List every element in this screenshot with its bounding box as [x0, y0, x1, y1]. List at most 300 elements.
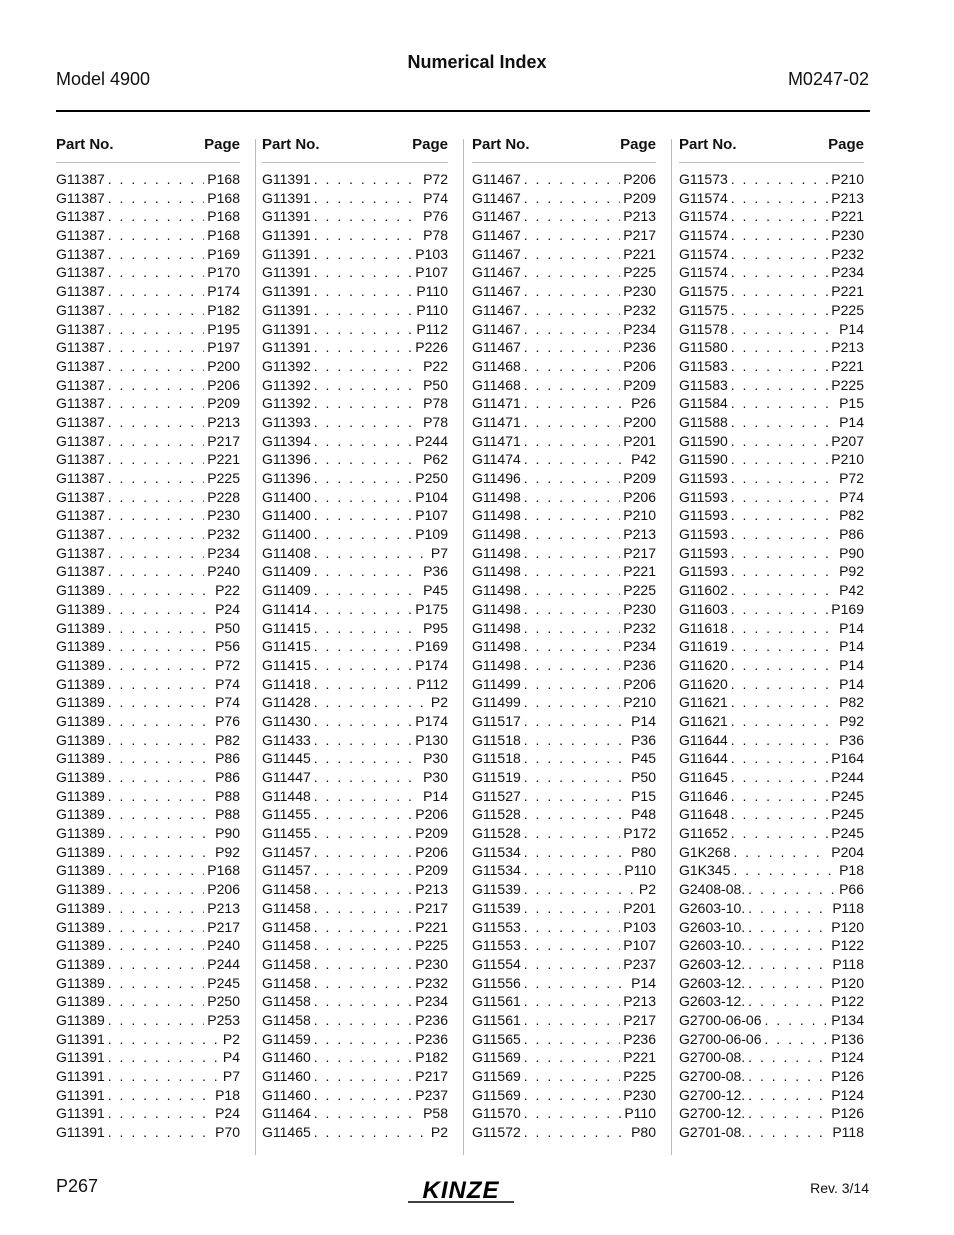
page-reference: P232 — [831, 245, 864, 262]
page-reference: P14 — [839, 413, 864, 430]
part-number: G11593 — [679, 470, 728, 486]
part-number: G11387 — [56, 451, 105, 468]
page-reference: P221 — [831, 283, 864, 300]
part-number: G11574 — [679, 264, 728, 281]
index-row — [472, 451, 656, 470]
page-reference: P200 — [623, 413, 656, 430]
index-row — [56, 676, 240, 695]
dot-leader — [731, 171, 829, 187]
index-row — [56, 264, 240, 283]
part-number: G11619 — [679, 638, 728, 655]
page-reference: P30 — [423, 750, 448, 767]
dot-leader — [524, 1068, 621, 1084]
part-number: G11554 — [472, 955, 521, 972]
part-number: G11394 — [262, 432, 311, 449]
index-row — [472, 1049, 656, 1068]
index-row — [262, 993, 448, 1012]
dot-leader — [524, 489, 621, 505]
dot-leader — [314, 825, 413, 841]
dot-leader — [731, 713, 836, 729]
dot-leader — [108, 414, 205, 430]
part-number: G11396 — [262, 451, 311, 468]
dot-leader — [108, 190, 205, 206]
index-row — [472, 825, 656, 844]
page-reference: P2 — [430, 694, 448, 711]
column-divider — [671, 139, 672, 1155]
part-no-header: Part No. — [262, 136, 320, 153]
part-number: G11387 — [56, 376, 105, 393]
page-reference: P232 — [623, 619, 656, 636]
index-row — [472, 507, 656, 526]
index-row — [56, 601, 240, 620]
part-number: G11527 — [472, 787, 521, 804]
part-number: G11389 — [56, 638, 105, 655]
dot-leader — [524, 208, 621, 224]
page-reference: P7 — [222, 1068, 240, 1084]
revision-label: Rev. 3/14 — [810, 1180, 869, 1196]
index-row — [679, 956, 864, 975]
index-row — [56, 395, 240, 414]
part-number: G11455 — [262, 806, 311, 823]
page-reference: P168 — [207, 208, 240, 225]
page-reference: P124 — [831, 1086, 864, 1103]
index-row — [472, 750, 656, 769]
part-number: G11389 — [56, 843, 105, 860]
page-reference: P236 — [623, 656, 656, 673]
part-number: G11391 — [262, 339, 311, 356]
dot-leader — [108, 881, 205, 897]
index-row — [262, 956, 448, 975]
part-number: G11467 — [472, 301, 521, 318]
index-row — [56, 1087, 240, 1106]
part-number: G11389 — [56, 656, 105, 673]
part-number: G11471 — [472, 413, 521, 430]
page-reference: P221 — [623, 245, 656, 262]
page-reference: P232 — [207, 526, 240, 543]
page-reference: P245 — [207, 974, 240, 991]
part-number: G11460 — [262, 1068, 311, 1084]
index-row — [262, 844, 448, 863]
page-reference: P45 — [631, 750, 656, 767]
dot-leader — [731, 750, 829, 766]
index-row — [679, 563, 864, 582]
part-number: G11389 — [56, 750, 105, 767]
page-reference: P72 — [423, 171, 448, 187]
dot-leader — [314, 638, 413, 654]
dot-leader — [748, 919, 828, 935]
page-reference: P213 — [207, 413, 240, 430]
dot-leader — [314, 321, 414, 337]
part-number: G11588 — [679, 413, 728, 430]
page-reference: P217 — [623, 1011, 656, 1028]
part-number: G11389 — [56, 787, 105, 804]
page-reference: P234 — [623, 638, 656, 655]
part-number: G11498 — [472, 638, 521, 655]
dot-leader — [731, 732, 836, 748]
part-number: G11644 — [679, 750, 728, 767]
index-row — [679, 975, 864, 994]
index-row — [56, 788, 240, 807]
index-row — [679, 713, 864, 732]
page-reference: P90 — [839, 544, 864, 561]
index-row — [56, 489, 240, 508]
dot-leader — [314, 788, 420, 804]
page-reference: P225 — [623, 1068, 656, 1084]
dot-leader — [524, 246, 621, 262]
part-number: G1K268 — [679, 843, 731, 860]
index-row — [679, 470, 864, 489]
dot-leader — [314, 526, 413, 542]
dot-leader — [765, 1031, 829, 1047]
part-number: G11458 — [262, 881, 311, 898]
page-reference: P207 — [831, 432, 864, 449]
part-number: G11467 — [472, 320, 521, 337]
page-reference: P122 — [831, 937, 864, 954]
page-reference: P230 — [207, 507, 240, 524]
index-row — [56, 470, 240, 489]
part-number: G11447 — [262, 769, 311, 785]
dot-leader — [314, 657, 413, 673]
page-reference: P210 — [831, 171, 864, 187]
part-number: G11471 — [472, 432, 521, 449]
index-row — [262, 769, 448, 788]
page-reference: P88 — [215, 787, 240, 804]
dot-leader — [731, 470, 836, 486]
index-row — [262, 1049, 448, 1068]
dot-leader — [108, 694, 212, 710]
index-row — [472, 358, 656, 377]
index-row — [262, 1105, 448, 1124]
part-number: G11498 — [472, 488, 521, 505]
index-row — [56, 1105, 240, 1124]
page-reference: P15 — [631, 787, 656, 804]
page-reference: P4 — [222, 1049, 240, 1066]
index-row — [262, 1087, 448, 1106]
index-row — [472, 414, 656, 433]
index-row — [679, 526, 864, 545]
part-number: G11391 — [56, 1086, 105, 1103]
dot-leader — [524, 956, 621, 972]
part-number: G11387 — [56, 283, 105, 300]
dot-leader — [524, 713, 628, 729]
index-row — [56, 302, 240, 321]
page-reference: P82 — [839, 507, 864, 524]
dot-leader — [731, 806, 829, 822]
index-row — [262, 208, 448, 227]
dot-leader — [108, 620, 212, 636]
part-number: G11458 — [262, 918, 311, 935]
page-reference: P107 — [623, 937, 656, 954]
page-reference: P221 — [415, 918, 448, 935]
part-number: G11498 — [472, 563, 521, 580]
dot-leader — [108, 601, 212, 617]
page-reference: P174 — [415, 656, 448, 673]
index-row — [472, 601, 656, 620]
index-column-2 — [262, 136, 448, 1156]
dot-leader — [108, 489, 205, 505]
dot-leader — [748, 1124, 829, 1140]
page-reference: P42 — [631, 451, 656, 468]
part-number: G11593 — [679, 544, 728, 561]
part-number: G11391 — [56, 1030, 105, 1047]
index-row — [56, 769, 240, 788]
dot-leader — [524, 1087, 621, 1103]
page-reference: P209 — [207, 395, 240, 412]
part-number: G11445 — [262, 750, 311, 767]
part-number: G11618 — [679, 619, 728, 636]
page-reference: P175 — [415, 600, 448, 617]
index-row — [56, 339, 240, 358]
page-reference: P92 — [839, 712, 864, 729]
part-number: G11391 — [262, 227, 311, 244]
part-number: G11389 — [56, 806, 105, 823]
page-reference: P234 — [207, 544, 240, 561]
part-number: G11457 — [262, 862, 311, 879]
part-number: G11574 — [679, 189, 728, 206]
part-number: G11391 — [56, 1068, 105, 1084]
page-reference: P14 — [839, 656, 864, 673]
page-reference: P217 — [207, 432, 240, 449]
page-reference: P112 — [416, 675, 448, 692]
index-row — [262, 788, 448, 807]
index-row — [679, 171, 864, 190]
page-reference: P221 — [207, 451, 240, 468]
index-row — [262, 227, 448, 246]
part-number: G11574 — [679, 245, 728, 262]
part-number: G11387 — [56, 301, 105, 318]
dot-leader — [314, 489, 413, 505]
index-row — [472, 489, 656, 508]
part-number: G11517 — [472, 712, 521, 729]
dot-leader — [524, 377, 621, 393]
index-row — [56, 900, 240, 919]
index-row — [262, 732, 448, 751]
index-row — [472, 638, 656, 657]
index-row — [262, 321, 448, 340]
part-number: G11415 — [262, 656, 311, 673]
page-reference: P225 — [623, 582, 656, 599]
index-row — [472, 227, 656, 246]
part-number: G11580 — [679, 339, 728, 356]
part-number: G11578 — [679, 320, 728, 337]
dot-leader — [524, 414, 621, 430]
index-row — [262, 302, 448, 321]
dot-leader — [765, 1012, 829, 1028]
dot-leader — [314, 414, 420, 430]
dot-leader — [108, 900, 205, 916]
page-reference: P213 — [623, 526, 656, 543]
index-row — [679, 620, 864, 639]
part-number: G11574 — [679, 208, 728, 225]
dot-leader — [314, 246, 413, 262]
dot-leader — [314, 881, 413, 897]
dot-leader — [108, 862, 205, 878]
dot-leader — [314, 1124, 428, 1140]
index-row — [56, 433, 240, 452]
part-number: G11428 — [262, 694, 311, 711]
part-number: G11575 — [679, 301, 728, 318]
dot-leader — [108, 507, 205, 523]
part-number: G11389 — [56, 712, 105, 729]
dot-leader — [314, 750, 420, 766]
page-reference: P221 — [623, 1049, 656, 1066]
part-number: G11569 — [472, 1086, 521, 1103]
column-header — [472, 136, 656, 163]
page-reference: P50 — [423, 376, 448, 393]
dot-leader — [731, 321, 836, 337]
part-number: G2603-10. — [679, 899, 746, 916]
dot-leader — [524, 881, 636, 897]
dot-leader — [314, 264, 413, 280]
index-row — [472, 1068, 656, 1087]
page-reference: P209 — [623, 470, 656, 486]
part-number: G11392 — [262, 395, 311, 412]
part-number: G11498 — [472, 656, 521, 673]
part-number: G11561 — [472, 993, 521, 1010]
dot-leader — [524, 545, 621, 561]
index-row — [472, 769, 656, 788]
dot-leader — [314, 208, 420, 224]
dot-leader — [108, 339, 205, 355]
page-reference: P103 — [623, 918, 656, 935]
dot-leader — [108, 919, 205, 935]
dot-leader — [108, 806, 212, 822]
page-reference: P245 — [831, 825, 864, 842]
index-row — [679, 694, 864, 713]
dot-leader — [524, 227, 621, 243]
page-reference: P206 — [623, 357, 656, 374]
index-row — [472, 171, 656, 190]
page-reference: P237 — [415, 1086, 448, 1103]
part-number: G11467 — [472, 171, 521, 187]
dot-leader — [524, 470, 621, 486]
part-number: G11387 — [56, 245, 105, 262]
dot-leader — [314, 975, 413, 991]
page-reference: P213 — [623, 208, 656, 225]
dot-leader — [314, 507, 413, 523]
page-reference: P110 — [416, 301, 448, 318]
dot-leader — [314, 676, 414, 692]
index-row — [472, 732, 656, 751]
part-number: G2603-12. — [679, 974, 746, 991]
page-header: Page — [204, 136, 240, 153]
part-number: G11593 — [679, 488, 728, 505]
index-row — [679, 601, 864, 620]
part-number: G11556 — [472, 974, 521, 991]
index-row — [679, 190, 864, 209]
dot-leader — [748, 975, 828, 991]
index-row — [262, 489, 448, 508]
index-row — [262, 1031, 448, 1050]
part-number: G11474 — [472, 451, 521, 468]
page-reference: P182 — [207, 301, 240, 318]
index-row — [56, 545, 240, 564]
part-number: G11575 — [679, 283, 728, 300]
index-row — [472, 470, 656, 489]
index-row — [56, 937, 240, 956]
part-number: G11496 — [472, 470, 521, 486]
index-row — [262, 694, 448, 713]
index-row — [679, 321, 864, 340]
dot-leader — [108, 395, 205, 411]
part-number: G11389 — [56, 955, 105, 972]
index-row — [56, 1124, 240, 1143]
page-reference: P217 — [623, 544, 656, 561]
dot-leader — [731, 264, 829, 280]
index-row — [472, 582, 656, 601]
part-number: G11467 — [472, 264, 521, 281]
part-number: G11569 — [472, 1068, 521, 1084]
page-reference: P74 — [215, 675, 240, 692]
dot-leader — [524, 1049, 621, 1065]
part-no-header: Part No. — [56, 136, 114, 153]
page-reference: P197 — [207, 339, 240, 356]
part-number: G11408 — [262, 544, 311, 561]
page-reference: P95 — [423, 619, 448, 636]
page-reference: P78 — [423, 227, 448, 244]
page-reference: P225 — [623, 264, 656, 281]
index-row — [56, 825, 240, 844]
index-row — [472, 1031, 656, 1050]
dot-leader — [524, 582, 621, 598]
part-number: G11457 — [262, 843, 311, 860]
page-reference: P14 — [631, 974, 656, 991]
index-row — [679, 283, 864, 302]
index-row — [56, 862, 240, 881]
part-number: G11528 — [472, 825, 521, 842]
page-reference: P72 — [215, 656, 240, 673]
page-reference: P213 — [831, 339, 864, 356]
part-number: G11387 — [56, 189, 105, 206]
part-number: G11391 — [262, 208, 311, 225]
page-reference: P206 — [207, 376, 240, 393]
page-reference: P14 — [839, 675, 864, 692]
index-row — [472, 545, 656, 564]
index-row — [679, 788, 864, 807]
dot-leader — [108, 1068, 220, 1084]
part-number: G11468 — [472, 376, 521, 393]
part-number: G11570 — [472, 1105, 521, 1122]
index-row — [679, 208, 864, 227]
dot-leader — [731, 676, 836, 692]
page-reference: P236 — [623, 339, 656, 356]
index-row — [472, 1012, 656, 1031]
part-number: G11458 — [262, 937, 311, 954]
dot-leader — [733, 844, 828, 860]
index-row — [262, 414, 448, 433]
index-row — [679, 227, 864, 246]
part-number: G11389 — [56, 918, 105, 935]
part-number: G2700-08. — [679, 1049, 746, 1066]
page-reference: P217 — [415, 899, 448, 916]
dot-leader — [731, 395, 836, 411]
part-number: G11433 — [262, 731, 311, 748]
page-reference: P72 — [839, 470, 864, 486]
page-reference: P236 — [623, 1030, 656, 1047]
page-reference: P169 — [207, 245, 240, 262]
page-reference: P244 — [415, 432, 448, 449]
page-reference: P168 — [207, 189, 240, 206]
index-row — [56, 713, 240, 732]
part-number: G11389 — [56, 993, 105, 1010]
dot-leader — [524, 1012, 621, 1028]
page-header: Page — [620, 136, 656, 153]
page-reference: P204 — [831, 843, 864, 860]
part-number: G11391 — [56, 1124, 105, 1141]
page-reference: P237 — [623, 955, 656, 972]
dot-leader — [314, 862, 413, 878]
dot-leader — [748, 900, 829, 916]
